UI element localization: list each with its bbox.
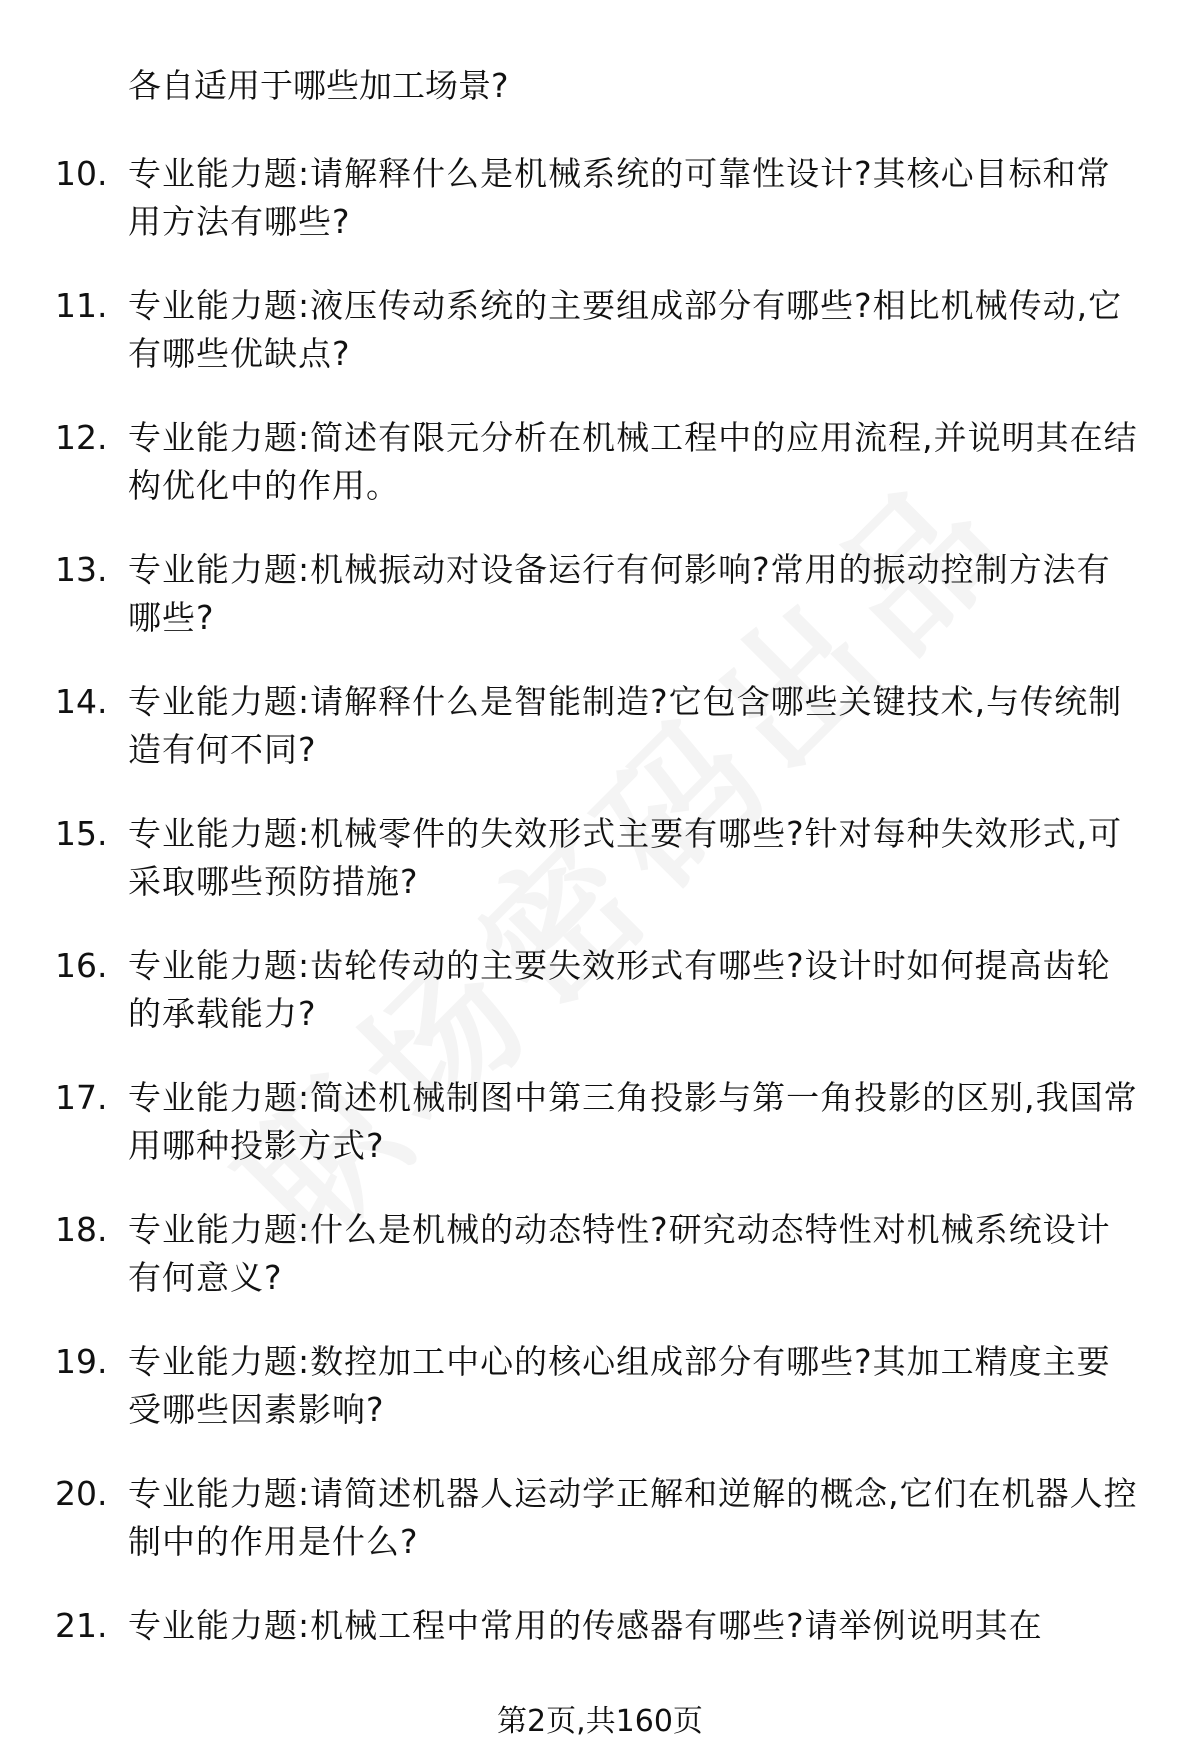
list-item	[0, 282, 1200, 414]
list-item	[0, 1206, 1200, 1338]
list-item	[0, 1074, 1200, 1206]
question-text: 专业能力题:简述机械制图中第三角投影与第一角投影的区别,我国常用哪种投影方式?	[128, 1078, 1138, 1165]
question-text: 专业能力题:请解释什么是机械系统的可靠性设计?其核心目标和常用方法有哪些?	[128, 154, 1111, 241]
page-number-footer: 第2页,共160页	[497, 1704, 703, 1739]
question-number: 14.	[55, 682, 108, 721]
list-item	[0, 942, 1200, 1074]
question-text: 专业能力题:机械工程中常用的传感器有哪些?请举例说明其在	[128, 1606, 1043, 1645]
list-item	[0, 1338, 1200, 1470]
question-number: 17.	[55, 1078, 108, 1117]
question-number: 19.	[55, 1342, 108, 1381]
question-text: 专业能力题:液压传动系统的主要组成部分有哪些?相比机械传动,它有哪些优缺点?	[128, 286, 1123, 373]
list-item	[0, 1470, 1200, 1602]
question-number: 20.	[55, 1474, 108, 1513]
question-text: 专业能力题:机械零件的失效形式主要有哪些?针对每种失效形式,可采取哪些预防措施?	[128, 814, 1123, 901]
list-item	[0, 546, 1200, 678]
question-text: 专业能力题:机械振动对设备运行有何影响?常用的振动控制方法有哪些?	[128, 550, 1111, 637]
question-number: 18.	[55, 1210, 108, 1249]
list-item	[0, 150, 1200, 282]
question-number: 15.	[55, 814, 108, 853]
list-item	[0, 678, 1200, 810]
question-text: 专业能力题:齿轮传动的主要失效形式有哪些?设计时如何提高齿轮的承载能力?	[128, 946, 1111, 1033]
question-number: 21.	[55, 1606, 108, 1645]
question-text: 专业能力题:什么是机械的动态特性?研究动态特性对机械系统设计有何意义?	[128, 1210, 1111, 1297]
list-item	[0, 810, 1200, 942]
question-number: 12.	[55, 418, 108, 457]
question-number: 13.	[55, 550, 108, 589]
question-number: 16.	[55, 946, 108, 985]
question-text: 专业能力题:请简述机器人运动学正解和逆解的概念,它们在机器人控制中的作用是什么?	[128, 1474, 1138, 1561]
question-text: 专业能力题:简述有限元分析在机械工程中的应用流程,并说明其在结构优化中的作用。	[128, 418, 1138, 505]
question-number: 11.	[55, 286, 108, 325]
question-number: 10.	[55, 154, 108, 193]
question-list	[0, 150, 1200, 1734]
question-text: 专业能力题:请解释什么是智能制造?它包含哪些关键技术,与传统制造有何不同?	[128, 682, 1123, 769]
question-continuation: 各自适用于哪些加工场景?	[128, 66, 509, 105]
list-item	[0, 414, 1200, 546]
question-text: 专业能力题:数控加工中心的核心组成部分有哪些?其加工精度主要受哪些因素影响?	[128, 1342, 1111, 1429]
